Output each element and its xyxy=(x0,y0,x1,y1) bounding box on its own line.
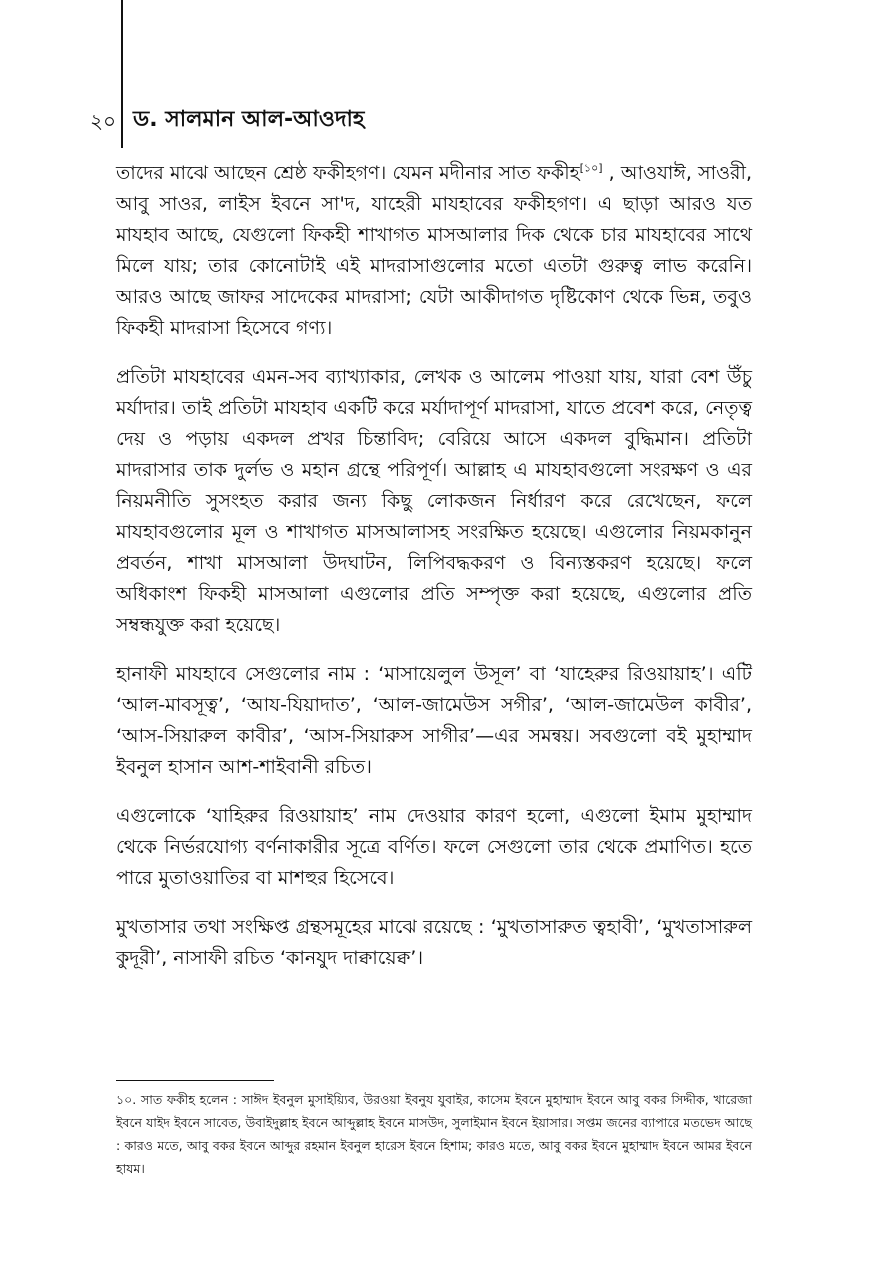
body-text xyxy=(116,158,752,992)
header-vertical-rule xyxy=(121,0,123,148)
paragraph-3: হানাফী মাযহাবে সেগুলোর নাম : ‘মাসায়েলুল উসূল’ বা ‘যাহেরুর রিওয়ায়াহ’। এটি ‘আল-মাবসূত্ব’, ‘আয-যিয়াদাত’, ‘আল-জামেউস সগীর’, ‘আল-জামেউল কাবীর’, ‘আস-সিয়ারুল কাবীর’, ‘আস-সিয়ারুস সাগীর’—এর সমন্বয়। সবগুলো বই মুহাম্মাদ ইবনুল হাসান আশ-শাইবানী রচিত। xyxy=(116,663,752,778)
footnote-divider xyxy=(116,1080,274,1081)
paragraph-5: মুখতাসার তথা সংক্ষিপ্ত গ্রন্থসমূহের মাঝে রয়েছে : ‘মুখতাসারুত ত্বহাবী’, ‘মুখতাসারুল কুদূরী’, নাসাফী রচিত ‘কানযুদ দাক্বায়েক্ব’। xyxy=(116,916,752,969)
footnote-reference: [১০] xyxy=(579,161,603,175)
running-title: ড. সালমান আল-আওদাহ xyxy=(133,107,365,132)
paragraph-2: প্রতিটা মাযহাবের এমন-সব ব্যাখ্যাকার, লেখক ও আলেম পাওয়া যায়, যারা বেশ উঁচু মর্যাদার। তাই প্রতিটা মাযহাব একটি করে মর্যাদাপূর্ণ মাদরাসা, যাতে প্রবেশ করে, নেতৃত্ব দেয় ও পড়ায় একদল প্রখর চিন্তাবিদ; বেরিয়ে আসে একদল বুদ্ধিমান। প্রতিটা মাদরাসার তাক দুর্লভ ও মহান গ্রন্থে পরিপূর্ণ। আল্লাহ এ মাযহাবগুলো সংরক্ষণ ও এর নিয়মনীতি সুসংহত করার জন্য কিছু লোকজন নির্ধারণ করে রেখেছেন, ফলে মাযহাবগুলোর মূল ও শাখাগত মাসআলাসহ সংরক্ষিত হয়েছে। এগুলোর নিয়মকানুন প্রবর্তন, শাখা মাসআলা উদঘাটন, লিপিবদ্ধকরণ ও বিন্যস্তকরণ হয়েছে। ফলে অধিকাংশ ফিকহী মাসআলা এগুলোর প্রতি সম্পৃক্ত করা হয়েছে, এগুলোর প্রতি সম্বন্ধযুক্ত করা হয়েছে। xyxy=(116,366,752,636)
page-number: ২০ xyxy=(89,109,116,133)
paragraph-4: এগুলোকে ‘যাহিরুর রিওয়ায়াহ’ নাম দেওয়ার কারণ হলো, এগুলো ইমাম মুহাম্মাদ থেকে নির্ভরযোগ্য বর্ণনাকারীর সূত্রে বর্ণিত। ফলে সেগুলো তার থেকে প্রমাণিত। হতে পারে মুতাওয়াতির বা মাশহুর হিসেবে। xyxy=(116,805,752,889)
paragraph-1-text-b: , আওযাঈ, সাওরী, আবু সাওর, লাইস ইবনে সা'দ, যাহেরী মাযহাবের ফকীহগণ। এ ছাড়া আরও যত মাযহাব আছে, যেগুলো ফিকহী শাখাগত মাসআলার দিক থেকে চার মাযহাবের সাথে মিলে যায়; তার কোনোটাই এই মাদরাসাগুলোর মতো এতটা গুরুত্ব লাভ করেনি। আরও আছে জাফর সাদেকের মাদরাসা; যেটা আকীদাগত দৃষ্টিকোণ থেকে ভিন্ন, তবুও ফিকহী মাদরাসা হিসেবে গণ্য। xyxy=(116,162,752,339)
paragraph-1 xyxy=(116,158,752,344)
paragraph-1-text-a: তাদের মাঝে আছেন শ্রেষ্ঠ ফকীহগণ। যেমন মদীনার সাত ফকীহ xyxy=(116,162,580,184)
footnote: ১০. সাত ফকীহ হলেন : সাঈদ ইবনুল মুসাইয়্যিব, উরওয়া ইবনুয যুবাইর, কাসেম ইবনে মুহাম্মাদ ইবনে আবু বকর সিদ্দীক, খারেজা ইবনে যাইদ ইবনে সাবেত, উবাইদুল্লাহ ইবনে আব্দুল্লাহ ইবনে মাসউদ, সুলাইমান ইবনে ইয়াসার। সপ্তম জনের ব্যাপারে মতভেদ আছে : কারও মতে, আবু বকর ইবনে আব্দুর রহমান ইবনুল হারেস ইবনে হিশাম; কারও মতে, আবু বকর ইবনে মুহাম্মাদ ইবনে আমর ইবনে হাযম। xyxy=(116,1092,752,1176)
